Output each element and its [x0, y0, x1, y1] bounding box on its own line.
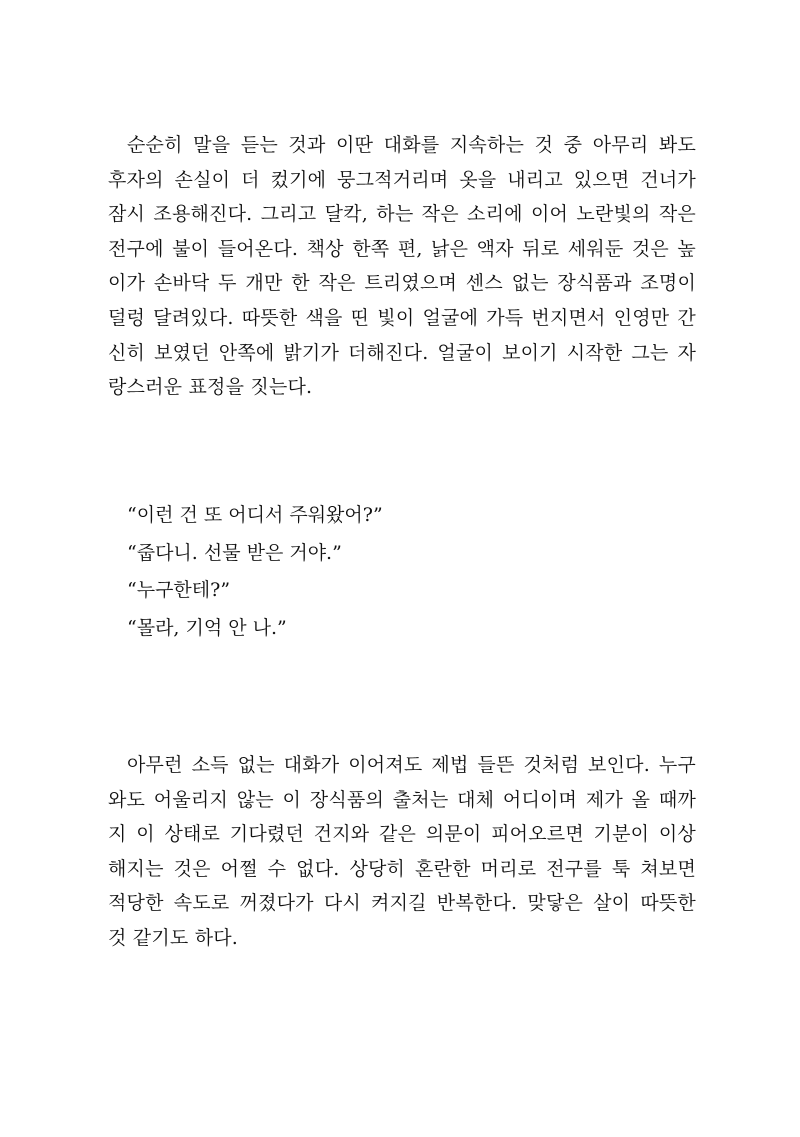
- dialogue-line: “몰라, 기억 안 나.”: [127, 616, 287, 639]
- dialogue-line: “줍다니. 선물 받은 거야.”: [127, 541, 342, 564]
- text-line: 신히 보였던 안쪽에 밝기가 더해진다. 얼굴이 보이기 시작한 그는 자: [108, 341, 696, 364]
- paragraph-intro: [108, 128, 696, 405]
- text-line: 아무런 소득 없는 대화가 이어져도 제법 들뜬 것처럼 보인다. 누구: [127, 754, 696, 776]
- text-line: 적당한 속도로 꺼졌다가 다시 켜지길 반복한다. 맞닿은 살이 따뜻한: [108, 892, 696, 915]
- dialogue-block: [108, 497, 696, 647]
- text-line: 랑스러운 표정을 짓는다.: [108, 376, 313, 399]
- dialogue-line: “이런 건 또 어디서 주워왔어?”: [127, 504, 383, 526]
- dialogue-line: “누구한테?”: [127, 579, 231, 601]
- text-line: 후자의 손실이 더 컸기에 뭉그적거리며 옷을 내리고 있으면 건너가: [108, 168, 696, 191]
- text-line: 지 이 상태로 기다렸던 건지와 같은 의문이 피어오르면 기분이 이상: [108, 823, 696, 846]
- text-line: 순순히 말을 듣는 것과 이딴 대화를 지속하는 것 중 아무리 봐도: [127, 134, 696, 156]
- paragraph-closing: [108, 748, 696, 956]
- text-line: 잠시 조용해진다. 그리고 달칵, 하는 작은 소리에 이어 노란빛의 작은: [108, 203, 696, 226]
- text-line: 덜렁 달려있다. 따뜻한 색을 띤 빛이 얼굴에 가득 번지면서 인영만 간: [108, 306, 696, 329]
- text-line: 이가 손바닥 두 개만 한 작은 트리였으며 센스 없는 장식품과 조명이: [108, 272, 696, 295]
- text-line: 것 같기도 하다.: [108, 926, 239, 949]
- text-line: 전구에 불이 들어온다. 책상 한쪽 편, 낡은 액자 뒤로 세워둔 것은 높: [108, 237, 696, 260]
- text-line: 해지는 것은 어쩔 수 없다. 상당히 혼란한 머리로 전구를 툭 쳐보면: [108, 857, 696, 880]
- text-line: 와도 어울리지 않는 이 장식품의 출처는 대체 어디이며 제가 올 때까: [108, 788, 696, 811]
